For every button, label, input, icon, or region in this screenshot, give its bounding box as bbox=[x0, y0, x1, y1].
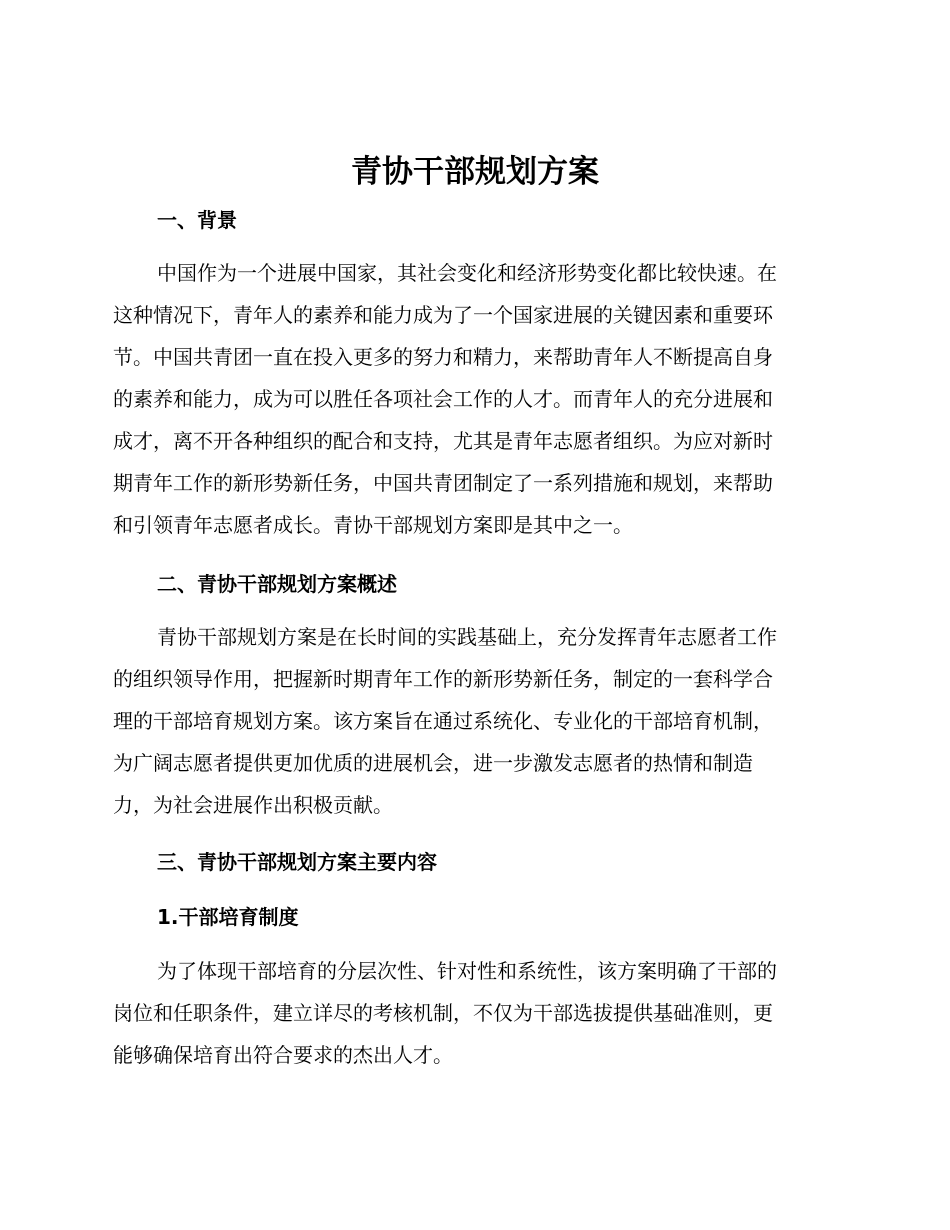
paragraph-line: 的素养和能力，成为可以胜任各项社会工作的人才。而青年人的充分进展和 bbox=[113, 387, 773, 411]
section-heading-main-content: 三、青协干部规划方案主要内容 bbox=[157, 850, 437, 874]
paragraph-line: 中国作为一个进展中国家，其社会变化和经济形势变化都比较快速。在 bbox=[157, 261, 777, 285]
paragraph-line: 这种情况下，青年人的素养和能力成为了一个国家进展的关键因素和重要环 bbox=[113, 303, 773, 327]
paragraph-line: 节。中国共青团一直在投入更多的努力和精力，来帮助青年人不断提高自身 bbox=[113, 345, 773, 369]
paragraph-line: 力，为社会进展作出积极贡献。 bbox=[113, 793, 393, 817]
section-heading-background: 一、背景 bbox=[157, 208, 237, 232]
paragraph-line: 岗位和任职条件，建立详尽的考核机制，不仅为干部选拔提供基础准则，更 bbox=[113, 1001, 773, 1025]
section-heading-overview: 二、青协干部规划方案概述 bbox=[157, 572, 397, 596]
section-paragraph-overview bbox=[113, 616, 833, 826]
paragraph-line: 理的干部培育规划方案。该方案旨在通过系统化、专业化的干部培育机制， bbox=[113, 709, 773, 733]
paragraph-line: 的组织领导作用，把握新时期青年工作的新形势新任务，制定的一套科学合 bbox=[113, 667, 773, 691]
paragraph-line: 期青年工作的新形势新任务，中国共青团制定了一系列措施和规划，来帮助 bbox=[113, 471, 773, 495]
paragraph-line: 为了体现干部培育的分层次性、针对性和系统性，该方案明确了干部的 bbox=[157, 959, 777, 983]
section-paragraph-background bbox=[113, 252, 833, 546]
paragraph-line: 为广阔志愿者提供更加优质的进展机会，进一步激发志愿者的热情和制造 bbox=[113, 751, 753, 775]
document-title: 青协干部规划方案 bbox=[351, 154, 599, 190]
paragraph-line: 和引领青年志愿者成长。青协干部规划方案即是其中之一。 bbox=[113, 513, 633, 537]
paragraph-line: 成才，离不开各种组织的配合和支持，尤其是青年志愿者组织。为应对新时 bbox=[113, 429, 773, 453]
subsection-heading-training-system: 1.干部培育制度 bbox=[157, 905, 299, 929]
paragraph-line: 能够确保培育出符合要求的杰出人才。 bbox=[113, 1043, 453, 1067]
paragraph-line: 青协干部规划方案是在长时间的实践基础上，充分发挥青年志愿者工作 bbox=[157, 625, 777, 649]
section-paragraph-training-system bbox=[113, 950, 833, 1076]
